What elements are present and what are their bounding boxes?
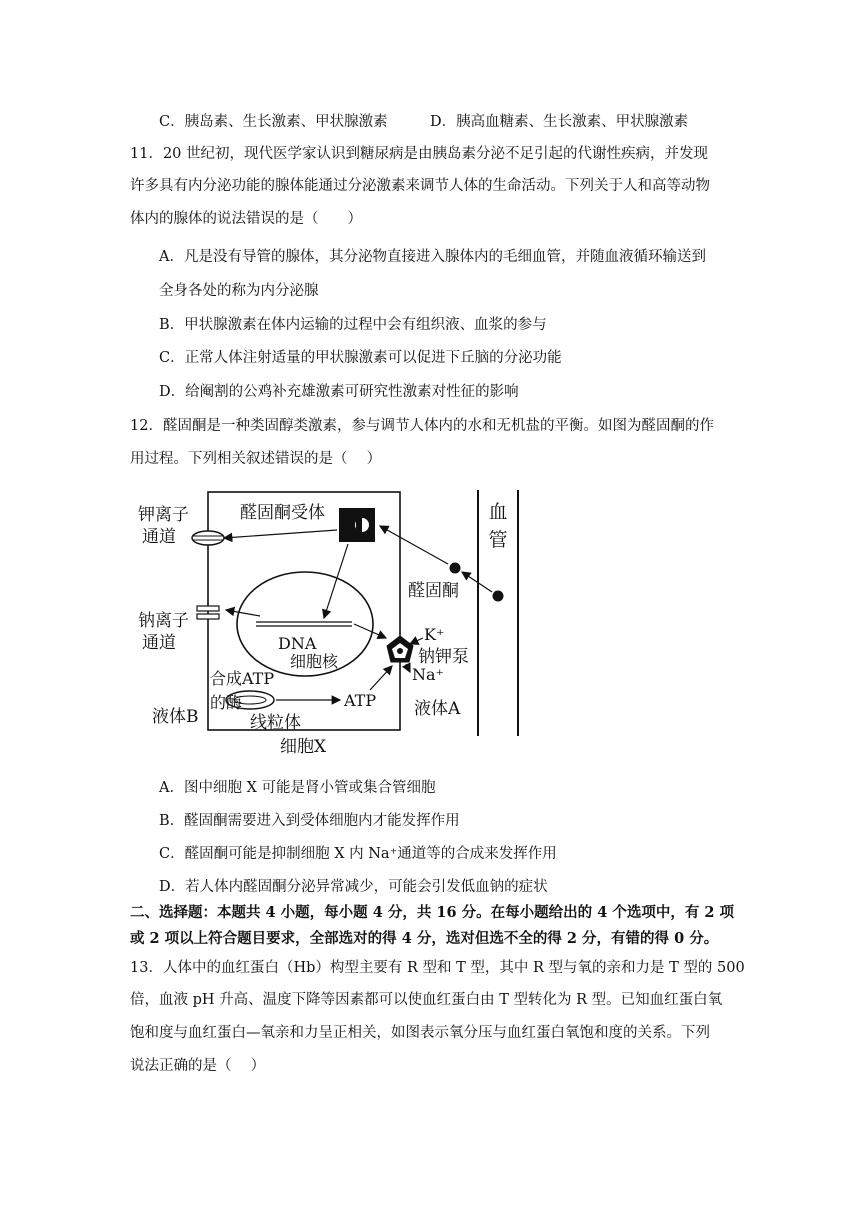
q12-option-a: A．图中细胞 X 可能是肾小管或集合管细胞 <box>159 780 436 796</box>
q11-option-a-cont: 全身各处的称为内分泌腺 <box>159 283 319 299</box>
aldosterone-to-receptor-arrow <box>380 526 448 564</box>
aldosterone-molecule-1 <box>450 563 461 574</box>
atp-enzyme-label-1: 合成ATP <box>210 669 275 688</box>
q11-option-b: B．甲状腺激素在体内运输的过程中会有组织液、血浆的参与 <box>159 317 547 333</box>
q11-stem-line-3: 体内的腺体的说法错误的是（ ） <box>130 211 362 227</box>
q11-option-d: D．给阉割的公鸡补充雄激素可研究性激素对性征的影响 <box>159 384 519 400</box>
q13-stem-line-4: 说法正确的是（ ） <box>130 1058 266 1074</box>
dna-to-pump-arrow <box>354 624 386 638</box>
k-ion-label: K⁺ <box>424 625 445 644</box>
aldosterone-label: 醛固酮 <box>408 581 459 601</box>
q12-option-b: B．醛固酮需要进入到受体细胞内才能发挥作用 <box>159 813 460 829</box>
q12-stem-line-1: 12．醛固酮是一种类固醇类激素，参与调节人体内的水和无机盐的平衡。如图为醛固酮的作 <box>130 418 714 434</box>
dna-to-na-channel-arrow <box>226 610 260 616</box>
q13-stem-line-3: 饱和度与血红蛋白—氧亲和力呈正相关，如图表示氧分压与血红蛋白氧饱和度的关系。下列 <box>130 1025 710 1041</box>
receptor-to-k-channel-arrow <box>224 530 337 538</box>
vessel-label-2: 管 <box>488 529 508 551</box>
section-2-heading-line-2: 或 2 项以上符合题目要求，全部选对的得 4 分，选对但选不全的得 2 分，有错的得 0 分。 <box>130 930 719 947</box>
q11-stem-line-1: 11．20 世纪初，现代医学家认识到糖尿病是由胰岛素分泌不足引起的代谢性疾病，并发现 <box>130 146 709 162</box>
na-ion-label: Na⁺ <box>412 665 444 684</box>
q12-option-c: C．醛固酮可能是抑制细胞 X 内 Na⁺通道等的合成来发挥作用 <box>159 846 557 862</box>
na-channel-label-2: 通道 <box>142 633 176 653</box>
q13-stem-line-1: 13．人体中的血红蛋白（Hb）构型主要有 R 型和 T 型，其中 R 型与氧的亲和力是 T 型的 500 <box>130 960 745 976</box>
k-channel-label-1: 钾离子 <box>138 505 189 525</box>
q13-stem-line-2: 倍，血液 pH 升高、温度下降等因素都可以使血红蛋白由 T 型转化为 R 型。已知血红蛋白氧 <box>130 992 723 1008</box>
na-ion-outflow-arrow <box>406 664 410 672</box>
pump-label: 钠钾泵 <box>418 647 469 667</box>
atp-to-pump-arrow <box>370 666 392 690</box>
q10-option-c: C．胰岛素、生长激素、甲状腺激素 <box>159 114 388 130</box>
q11-stem-line-2: 许多具有内分泌功能的腺体能通过分泌激素来调节人体的生命活动。下列关于人和高等动物 <box>130 178 710 194</box>
k-channel-label-2: 通道 <box>142 527 176 547</box>
fluid-a-label: 液体A <box>414 699 461 719</box>
q12-option-d: D．若人体内醛固酮分泌异常减少，可能会引发低血钠的症状 <box>159 879 548 895</box>
q10-option-d: D．胰高血糖素、生长激素、甲状腺激素 <box>430 114 689 130</box>
nucleus-label: 细胞核 <box>290 652 339 671</box>
dna-label: DNA <box>278 634 317 653</box>
mitochondria-label: 线粒体 <box>250 713 301 733</box>
q11-option-a: A．凡是没有导管的腺体，其分泌物直接进入腺体内的毛细血管，并随血液循环输送到 <box>159 249 706 265</box>
k-channel <box>192 531 224 545</box>
fluid-b-label: 液体B <box>152 707 199 727</box>
cell-x-label: 细胞X <box>280 737 327 757</box>
na-channel <box>197 606 219 611</box>
receptor-label: 醛固酮受体 <box>240 503 325 523</box>
aldosterone-figure <box>130 486 530 758</box>
atp-enzyme-label-2: 的酶 <box>210 693 243 712</box>
vessel-label-1: 血 <box>488 501 508 523</box>
q11-option-c: C．正常人体注射适量的甲状腺激素可以促进下丘脑的分泌功能 <box>159 350 562 366</box>
aldosterone-molecule-2 <box>493 591 504 602</box>
atp-label: ATP <box>344 691 377 710</box>
q12-stem-line-2: 用过程。下列相关叙述错误的是（ ） <box>130 451 382 467</box>
section-2-heading-line-1: 二、选择题：本题共 4 小题，每小题 4 分，共 16 分。在每小题给出的 4 个选项中，有 2 项 <box>130 904 735 921</box>
na-channel-label-1: 钠离子 <box>138 611 189 631</box>
k-ion-inflow-arrow <box>410 638 423 644</box>
